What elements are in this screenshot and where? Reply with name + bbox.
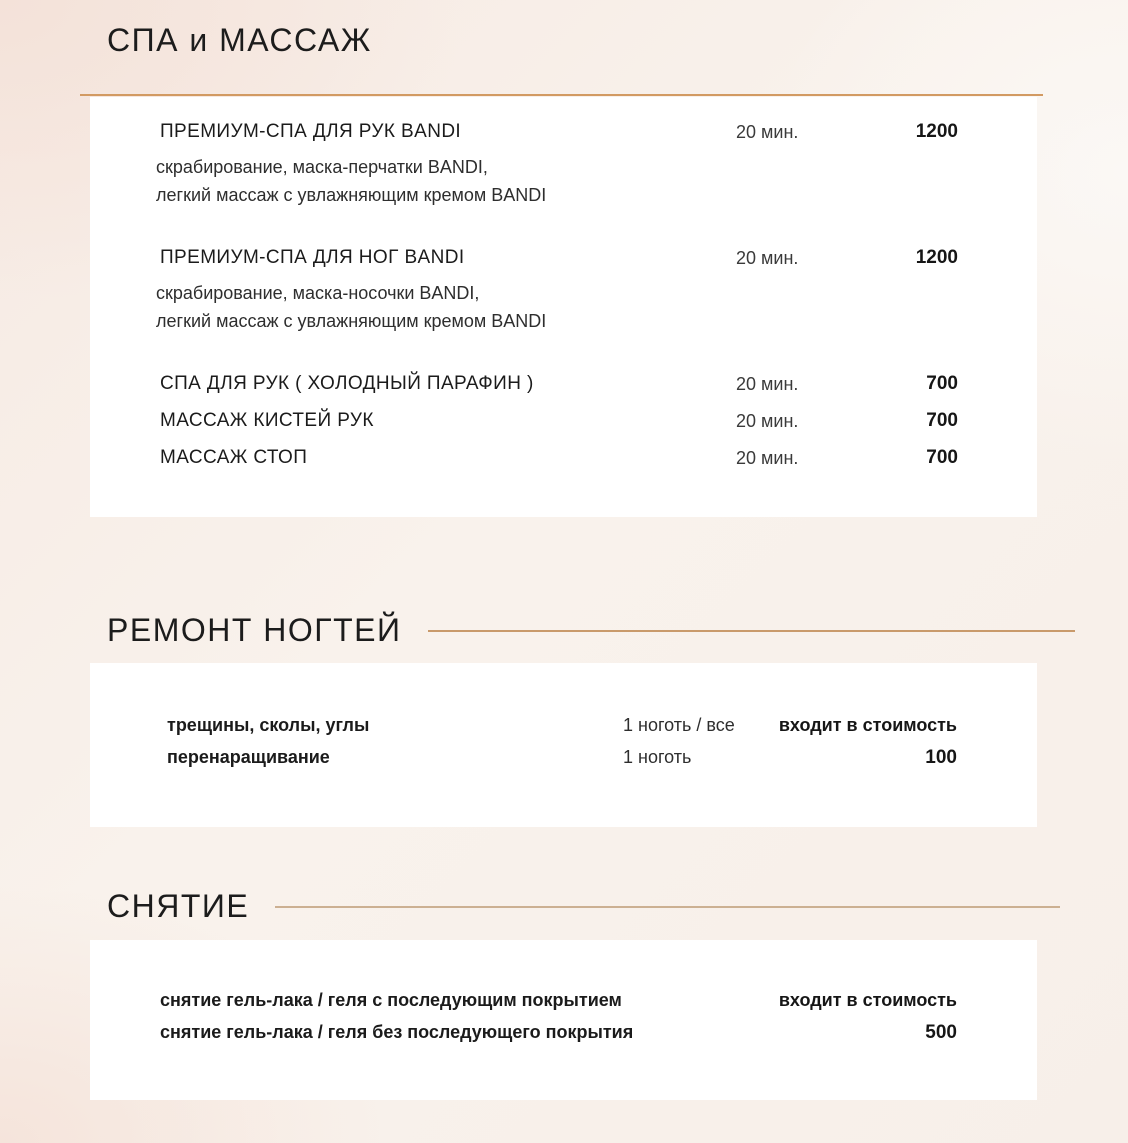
item-name: МАССАЖ КИСТЕЙ РУК bbox=[160, 410, 374, 431]
section-repair-title-row bbox=[107, 612, 1075, 649]
item-duration: 20 мин. bbox=[736, 448, 799, 468]
item-quantity: 1 ноготь bbox=[623, 747, 692, 767]
item-price: входит в стоимость bbox=[778, 990, 957, 1010]
item-price: 700 bbox=[926, 410, 958, 431]
item-name: МАССАЖ СТОП bbox=[160, 447, 308, 468]
item-description-line: легкий массаж с увлажняющим кремом BANDI bbox=[156, 185, 547, 205]
item-price: 700 bbox=[926, 373, 958, 394]
section-title-removal: СНЯТИЕ bbox=[107, 888, 250, 924]
item-description-line: скрабирование, маска-перчатки BANDI, bbox=[156, 157, 488, 177]
menu-item-row bbox=[160, 119, 958, 145]
spa-item-block bbox=[156, 119, 958, 209]
item-duration: 20 мин. bbox=[736, 374, 799, 394]
item-name: СПА ДЛЯ РУК ( ХОЛОДНЫЙ ПАРАФИН ) bbox=[160, 373, 534, 394]
item-price: 100 bbox=[925, 747, 957, 768]
menu-item-row bbox=[160, 408, 958, 434]
item-name: перенаращивание bbox=[167, 747, 330, 767]
menu-item-row bbox=[160, 245, 958, 271]
section-title-repair: РЕМОНТ НОГТЕЙ bbox=[107, 612, 402, 648]
item-name: снятие гель-лака / геля без последующего покрытия bbox=[160, 1022, 634, 1042]
spa-card bbox=[90, 97, 1037, 517]
item-name: трещины, сколы, углы bbox=[167, 715, 370, 735]
item-duration: 20 мин. bbox=[736, 248, 799, 268]
menu-item-row bbox=[167, 745, 957, 770]
removal-section-divider bbox=[275, 906, 1060, 908]
menu-item-row bbox=[160, 445, 958, 471]
section-title-spa: СПА и МАССАЖ bbox=[107, 22, 372, 58]
section-removal-title-row bbox=[107, 888, 1060, 925]
item-name: ПРЕМИУМ-СПА ДЛЯ НОГ BANDI bbox=[160, 247, 465, 268]
menu-item-row bbox=[160, 988, 957, 1013]
item-description bbox=[156, 279, 958, 335]
repair-card bbox=[90, 663, 1037, 827]
item-price: 1200 bbox=[915, 121, 958, 142]
spa-item-block bbox=[156, 245, 958, 335]
repair-section-divider bbox=[428, 630, 1075, 632]
menu-item-row bbox=[160, 371, 958, 397]
item-duration: 20 мин. bbox=[736, 411, 799, 431]
removal-card bbox=[90, 940, 1037, 1100]
item-quantity: 1 ноготь / все bbox=[623, 715, 735, 735]
item-duration: 20 мин. bbox=[736, 122, 799, 142]
menu-item-row bbox=[160, 1020, 957, 1045]
item-price: входит в стоимость bbox=[778, 715, 957, 735]
section-spa-title-row bbox=[107, 22, 372, 59]
item-price: 500 bbox=[925, 1022, 957, 1043]
spa-section-divider bbox=[80, 94, 1043, 96]
item-description-line: легкий массаж с увлажняющим кремом BANDI bbox=[156, 311, 547, 331]
menu-item-row bbox=[167, 713, 957, 738]
spa-simple-items-group bbox=[160, 371, 958, 471]
item-price: 700 bbox=[926, 447, 958, 468]
item-name: ПРЕМИУМ-СПА ДЛЯ РУК BANDI bbox=[160, 121, 462, 142]
item-price: 1200 bbox=[915, 247, 958, 268]
item-description bbox=[156, 153, 958, 209]
item-name: снятие гель-лака / геля с последующим покрытием bbox=[160, 990, 622, 1010]
item-description-line: скрабирование, маска-носочки BANDI, bbox=[156, 283, 480, 303]
